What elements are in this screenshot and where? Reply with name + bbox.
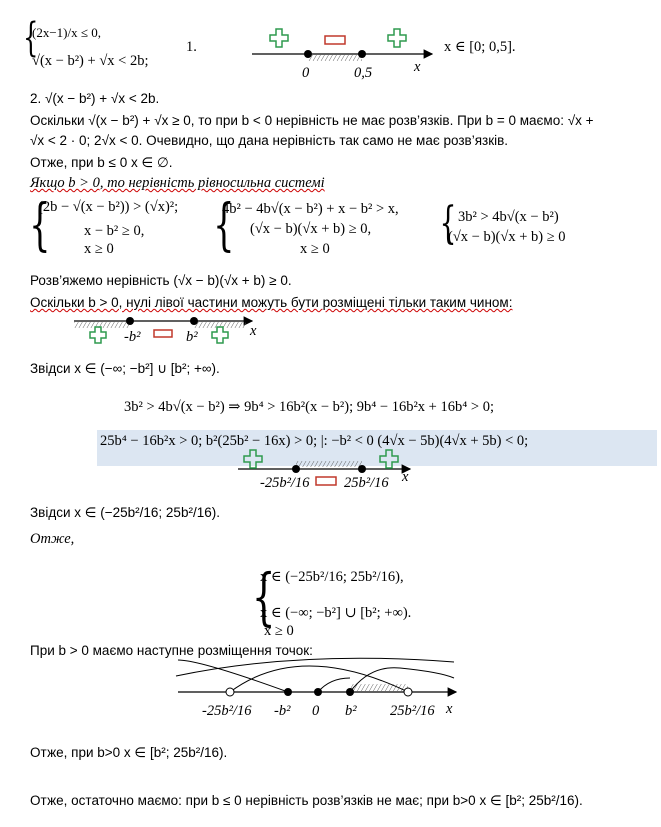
number-line-1 [252, 29, 432, 61]
axis2-label-neg: -b² [124, 329, 141, 345]
final-sys-line2: x ∈ (−∞; −b²] ∪ [b²; +∞). [260, 605, 412, 621]
axis2-label-x: x [250, 323, 257, 339]
minus-icon [154, 330, 172, 337]
system1-line1: (2b − √(x − b²)) > (√x)²; [38, 199, 179, 215]
axis3-label-pos: 25b²/16 [344, 475, 389, 491]
minus-icon [325, 36, 345, 44]
text-line: Оскільки b > 0, нулі лівої частини можуть бути розміщені тільки таким чином: [30, 295, 513, 310]
system3-line2: (√x − b)(√x + b) ≥ 0 [448, 229, 566, 245]
sys1-line1: (2x−1)/x ≤ 0, [32, 25, 101, 40]
system-brace: { [439, 198, 457, 249]
axis4-label: 25b²/16 [390, 703, 435, 719]
system2-line3: x ≥ 0 [300, 241, 330, 257]
axis4-label: x [446, 701, 453, 717]
equation: 3b² > 4b√(x − b²) ⇒ 9b⁴ > 16b²(x − b²); 9b⁴ − 16b²x + 16b⁴ > 0; [124, 399, 494, 415]
band-equation: 25b⁴ − 16b²x > 0; b²(25b² − 16x) > 0; |: −b² < 0 (4√x − 5b)(4√x + 5b) < 0; [100, 433, 529, 449]
axis4-label: b² [345, 703, 357, 719]
text-line: Звідси x ∈ (−25b²/16; 25b²/16). [30, 505, 220, 520]
axis3-label-neg: -25b²/16 [260, 475, 310, 491]
text-line: При b > 0 маємо наступне розміщення точок: [30, 643, 313, 658]
item-2-heading: 2. √(x − b²) + √x < 2b. [30, 91, 160, 106]
axis1-label-05: 0,5 [354, 65, 373, 81]
text-line: Розв’яжемо нерівність (√x − b)(√x + b) ≥ 0. [30, 273, 292, 288]
system-brace: { [23, 15, 39, 61]
final-sys-line3: x ≥ 0 [264, 623, 294, 639]
axis4-label: 0 [312, 703, 320, 719]
number-line-2 [74, 317, 252, 343]
final-sys-line1: x ∈ (−25b²/16; 25b²/16), [260, 569, 404, 585]
sys1-line2: √(x − b²) + √x < 2b; [32, 53, 149, 69]
number-line-3 [238, 450, 410, 485]
text-line: Оскільки √(x − b²) + √x ≥ 0, то при b < 0 нерівність не має розв’язків. При b = 0 маємо: √x + [30, 113, 594, 128]
answer-1: x ∈ [0; 0,5]. [444, 39, 516, 55]
axis1-label-x: x [414, 59, 421, 75]
system1-line3: x ≥ 0 [84, 241, 114, 257]
system3-line1: 3b² > 4b√(x − b²) [458, 209, 559, 225]
axis3-label-x: x [402, 469, 409, 485]
text-line: Отже, при b>0 x ∈ [b²; 25b²/16). [30, 745, 228, 760]
system-brace: { [29, 193, 51, 258]
text-line: √x < 2 · 0; 2√x < 0. Очевидно, що дана нерівність так само не має розв’язків. [30, 133, 509, 148]
text-line: Отже, при b ≤ 0 x ∈ ∅. [30, 155, 173, 170]
axis1-label-0: 0 [302, 65, 310, 81]
system2-line1: 4b² − 4b√(x − b²) + x − b² > x, [222, 201, 399, 217]
system-brace: { [213, 193, 235, 258]
item-number-1: 1. [186, 39, 197, 55]
text-line: Якщо b > 0, то нерівність рівносильна системі [30, 175, 325, 191]
number-line-4 [176, 658, 456, 696]
system2-line2: (√x − b)(√x + b) ≥ 0, [250, 221, 372, 237]
system1-line2: x − b² ≥ 0, [84, 223, 145, 239]
text-line: Звідси x ∈ (−∞; −b²] ∪ [b²; +∞). [30, 361, 220, 376]
axis2-label-pos: b² [186, 329, 198, 345]
axis4-label: -b² [274, 703, 291, 719]
system-brace: { [251, 560, 276, 633]
minus-icon [316, 477, 336, 485]
text-line: Отже, [30, 531, 75, 547]
axis4-label: -25b²/16 [202, 703, 252, 719]
text-line: Отже, остаточно маємо: при b ≤ 0 нерівність розв’язків не має; при b>0 x ∈ [b²; 25b²/16). [30, 793, 583, 808]
